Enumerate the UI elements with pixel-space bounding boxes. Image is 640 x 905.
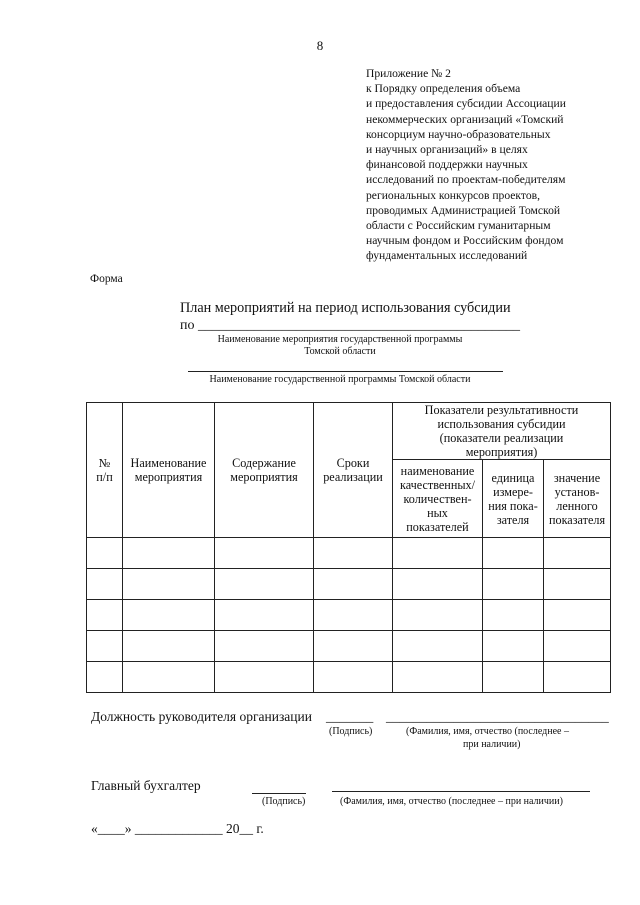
head-name-caption: (Фамилия, имя, отчество (последнее – <box>406 726 569 737</box>
table-cell[interactable] <box>215 600 314 631</box>
table-cell[interactable] <box>314 631 393 662</box>
table-cell[interactable] <box>483 538 544 569</box>
table-cell[interactable] <box>123 600 215 631</box>
table-cell[interactable] <box>123 569 215 600</box>
program-caption: Наименование мероприятия государственной программы <box>217 334 463 345</box>
header-deadlines: Сроки реализации <box>314 403 393 538</box>
table-cell[interactable] <box>215 569 314 600</box>
table-row <box>87 662 611 693</box>
appendix-line: фундаментальных исследований <box>366 249 528 263</box>
head-signature-caption: (Подпись) <box>329 726 373 737</box>
appendix-line: области с Российским гуманитарным <box>366 219 551 233</box>
head-signature-line[interactable]: _______ <box>326 709 374 724</box>
table-cell[interactable] <box>123 631 215 662</box>
table-cell[interactable] <box>483 600 544 631</box>
state-program-caption: Наименование государственной программы Томской области <box>209 374 471 385</box>
table-cell[interactable] <box>314 600 393 631</box>
table-cell[interactable] <box>123 662 215 693</box>
table-cell[interactable] <box>314 662 393 693</box>
head-name-caption-cont: при наличии) <box>463 739 521 750</box>
appendix-line: Приложение № 2 <box>366 67 451 80</box>
date-line[interactable]: «____» _____________ 20__ г. <box>91 821 264 836</box>
appendix-line: исследований по проектам-победителям <box>366 173 566 187</box>
table-row <box>87 600 611 631</box>
table-cell[interactable] <box>87 600 123 631</box>
program-fill-line[interactable]: по ______________________________________________ <box>180 318 520 333</box>
table-cell[interactable] <box>87 569 123 600</box>
table-cell[interactable] <box>544 662 611 693</box>
state-program-fill-line[interactable] <box>188 371 503 372</box>
plan-title: План мероприятий на период использования субсидии <box>180 300 511 316</box>
table-cell[interactable] <box>393 538 483 569</box>
table-row <box>87 569 611 600</box>
accountant-label: Главный бухгалтер <box>91 778 201 793</box>
appendix-line: консорциум научно-образовательных <box>366 127 551 141</box>
accountant-signature-line[interactable] <box>252 793 306 794</box>
page-number: 8 <box>316 38 324 53</box>
header-indicators-group: Показатели результативности использования субсидии (показатели реализации мероприятия) <box>393 403 611 460</box>
header-number: № п/п <box>87 403 123 538</box>
table-cell[interactable] <box>215 538 314 569</box>
accountant-signature-caption: (Подпись) <box>262 796 306 807</box>
table-cell[interactable] <box>393 600 483 631</box>
accountant-name-line[interactable] <box>332 791 590 792</box>
appendix-line: и научных организаций» в целях <box>366 143 528 157</box>
appendix-line: некоммерческих организаций «Томский <box>366 112 564 126</box>
accountant-name-caption: (Фамилия, имя, отчество (последнее – при наличии) <box>340 796 563 807</box>
table-cell[interactable] <box>87 631 123 662</box>
appendix-line: региональных конкурсов проектов, <box>366 188 540 202</box>
head-name-line[interactable]: _________________________________ <box>386 709 609 724</box>
header-indicator-value: значение установ- ленного показателя <box>544 460 611 538</box>
table-cell[interactable] <box>314 569 393 600</box>
plan-table <box>86 402 611 693</box>
table-cell[interactable] <box>393 569 483 600</box>
table-cell[interactable] <box>123 538 215 569</box>
table-cell[interactable] <box>393 662 483 693</box>
table-cell[interactable] <box>544 569 611 600</box>
head-position-label: Должность руководителя организации <box>91 709 312 724</box>
header-indicator-unit: единица измере- ния пока- зателя <box>483 460 544 538</box>
appendix-line: к Порядку определения объема <box>366 82 521 96</box>
table-cell[interactable] <box>87 538 123 569</box>
table-cell[interactable] <box>215 662 314 693</box>
table-row <box>87 631 611 662</box>
table-cell[interactable] <box>544 538 611 569</box>
header-event-name: Наименование мероприятия <box>123 403 215 538</box>
header-indicator-name: наименование качественных/ количествен- ных показателей <box>393 460 483 538</box>
table-cell[interactable] <box>483 569 544 600</box>
header-event-content: Содержание мероприятия <box>215 403 314 538</box>
table-cell[interactable] <box>483 631 544 662</box>
table-cell[interactable] <box>483 662 544 693</box>
appendix-line: и предоставления субсидии Ассоциации <box>366 97 566 111</box>
form-label: Форма <box>90 273 123 285</box>
table-cell[interactable] <box>314 538 393 569</box>
appendix-line: финансовой поддержки научных <box>366 158 528 172</box>
table-cell[interactable] <box>87 662 123 693</box>
table-cell[interactable] <box>393 631 483 662</box>
table-row <box>87 538 611 569</box>
table-cell[interactable] <box>544 631 611 662</box>
appendix-line: научным фондом и Российским фондом <box>366 234 564 248</box>
table-cell[interactable] <box>215 631 314 662</box>
appendix-line: проводимых Администрацией Томской <box>366 203 561 217</box>
program-caption-cont: Томской области <box>304 346 376 357</box>
appendix-header <box>366 66 626 264</box>
table-cell[interactable] <box>544 600 611 631</box>
